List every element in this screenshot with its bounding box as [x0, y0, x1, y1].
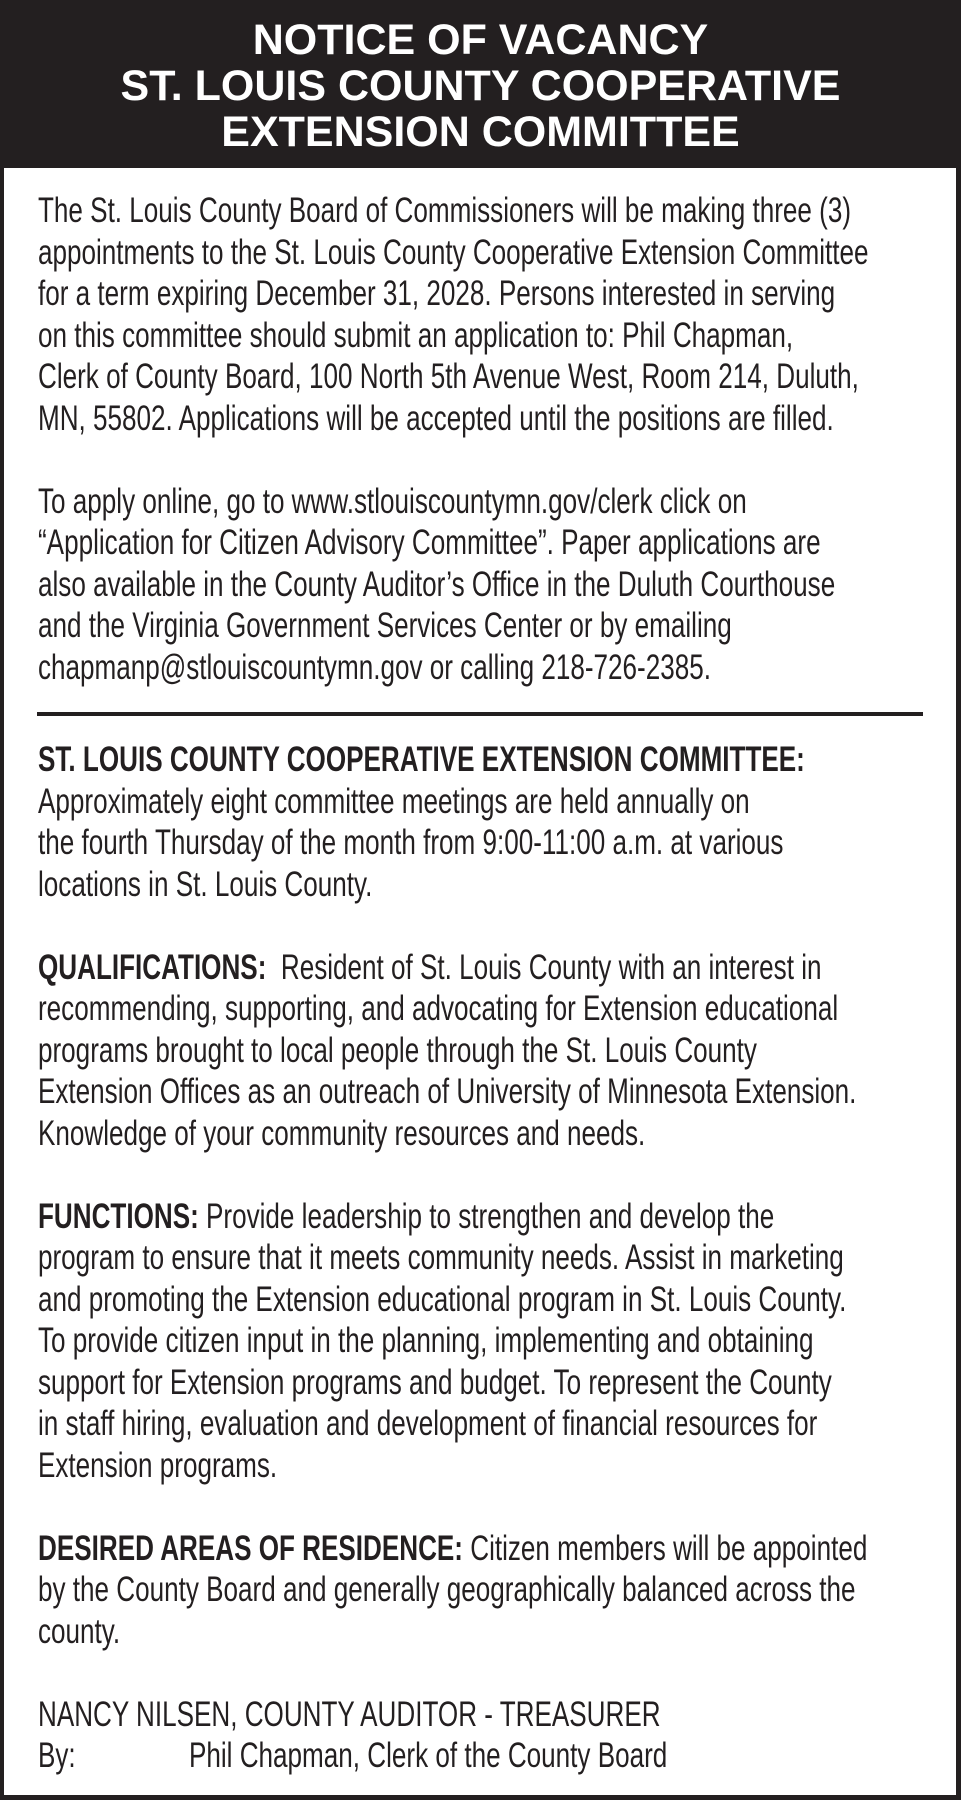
text-line [38, 1735, 923, 1777]
details-section [38, 739, 923, 1777]
text-line [38, 1320, 923, 1362]
text-line-content: MN, 55802. Applications will be accepted until the positions are filled. [38, 398, 834, 438]
text-line-content: locations in St. Louis County. [38, 864, 373, 904]
qualifications-section [38, 947, 923, 1155]
header-title-line-3 [0, 109, 961, 155]
paragraph-gap [38, 1652, 923, 1694]
text-line-content: Citizen members will be appointed [462, 1528, 868, 1568]
text-line [38, 522, 923, 564]
section-divider [37, 712, 923, 716]
text-line [38, 190, 923, 232]
text-line-content: To provide citizen input in the planning, implementing and obtaining [38, 1321, 814, 1360]
text-line-content: Clerk of County Board, 100 North 5th Avenue West, Room 214, Duluth, [38, 357, 859, 396]
text-line-content: The St. Louis County Board of Commissioners will be making three (3) [38, 191, 852, 230]
residence-section [38, 1528, 923, 1653]
text-line [38, 605, 923, 647]
text-line [38, 1362, 923, 1404]
text-line [38, 864, 923, 906]
signature-block [38, 1694, 923, 1777]
text-line-content: programs brought to local people through the St. Louis County [38, 1030, 757, 1070]
text-line-content: “Application for Citizen Advisory Committee”. Paper applications are [38, 523, 821, 562]
text-line [38, 822, 923, 864]
paragraph-gap [38, 439, 923, 481]
text-line-content: the fourth Thursday of the month from 9:00-11:00 a.m. at various [38, 823, 784, 862]
text-line-content: Approximately eight committee meetings are held annually on [38, 781, 750, 821]
notice-header [0, 0, 961, 168]
header-title-line-2 [0, 63, 961, 109]
functions-label: FUNCTIONS: [38, 1196, 199, 1236]
text-line [38, 1694, 923, 1736]
text-line-content: support for Extension programs and budget. To represent the County [38, 1362, 832, 1402]
text-line-content: also available in the County Auditor’s Office in the Duluth Courthouse [38, 564, 836, 604]
intro-paragraph-1 [38, 190, 923, 439]
text-line [38, 1528, 923, 1570]
paragraph-gap [38, 1486, 923, 1528]
header-title-text: EXTENSION COMMITTEE [221, 108, 740, 156]
text-line-content: on this committee should submit an application to: Phil Chapman, [38, 315, 794, 355]
text-line-content: Resident of St. Louis County with an interest in [266, 947, 822, 987]
intro-paragraph-2 [38, 481, 923, 689]
text-line [38, 564, 923, 606]
text-line [38, 1113, 923, 1155]
text-line [38, 739, 923, 781]
text-line [38, 1279, 923, 1321]
text-line [38, 232, 923, 274]
text-line [38, 647, 923, 689]
text-line-content: appointments to the St. Louis County Cooperative Extension Committee [38, 232, 869, 272]
text-line [38, 1196, 923, 1238]
header-title-text: ST. LOUIS COUNTY COOPERATIVE [120, 62, 841, 110]
by-label: By: [38, 1736, 76, 1775]
qualifications-label: QUALIFICATIONS: [38, 947, 267, 987]
text-line-content: county. [38, 1611, 121, 1651]
text-line [38, 988, 923, 1030]
header-title-line-1 [0, 17, 961, 63]
paragraph-gap [38, 905, 923, 947]
text-line [38, 947, 923, 989]
text-line-content: Extension Offices as an outreach of University of Minnesota Extension. [38, 1072, 857, 1111]
text-line-content: Provide leadership to strengthen and develop the [198, 1196, 775, 1236]
text-line [38, 1403, 923, 1445]
header-title-text: NOTICE OF VACANCY [252, 16, 709, 64]
text-line-content: Knowledge of your community resources and needs. [38, 1113, 646, 1153]
auditor-signature: NANCY NILSEN, COUNTY AUDITOR - TREASURER [38, 1694, 661, 1734]
text-line [38, 481, 923, 523]
text-line-content: for a term expiring December 31, 2028. Persons interested in serving [38, 274, 836, 313]
intro-section [38, 190, 923, 688]
text-line-content: program to ensure that it meets community needs. Assist in marketing [38, 1238, 844, 1277]
text-line [38, 781, 923, 823]
paragraph-gap [38, 1154, 923, 1196]
text-line [38, 1569, 923, 1611]
text-line-content: in staff hiring, evaluation and development of financial resources for [38, 1404, 818, 1443]
committee-heading: ST. LOUIS COUNTY COOPERATIVE EXTENSION COMMITTEE: [38, 740, 805, 779]
text-line [38, 1445, 923, 1487]
committee-section [38, 739, 923, 905]
text-line [38, 398, 923, 440]
text-line [38, 356, 923, 398]
text-line-content: by the County Board and generally geographically balanced across the [38, 1570, 856, 1609]
text-line [38, 1237, 923, 1279]
residence-label: DESIRED AREAS OF RESIDENCE: [38, 1528, 463, 1568]
text-line-content: Extension programs. [38, 1445, 278, 1485]
text-line [38, 315, 923, 357]
text-line [38, 1030, 923, 1072]
text-line [38, 273, 923, 315]
text-line-content: To apply online, go to www.stlouiscountymn.gov/clerk click on [38, 481, 747, 521]
text-line-content: and promoting the Extension educational program in St. Louis County. [38, 1279, 847, 1319]
text-line-content: recommending, supporting, and advocating for Extension educational [38, 989, 839, 1028]
text-line-content: chapmanp@stlouiscountymn.gov or calling 218-726-2385. [38, 647, 711, 687]
text-line-content: and the Virginia Government Services Center or by emailing [38, 606, 732, 645]
text-line [38, 1611, 923, 1653]
functions-section [38, 1196, 923, 1487]
clerk-signature: Phil Chapman, Clerk of the County Board [189, 1736, 668, 1775]
text-line [38, 1071, 923, 1113]
